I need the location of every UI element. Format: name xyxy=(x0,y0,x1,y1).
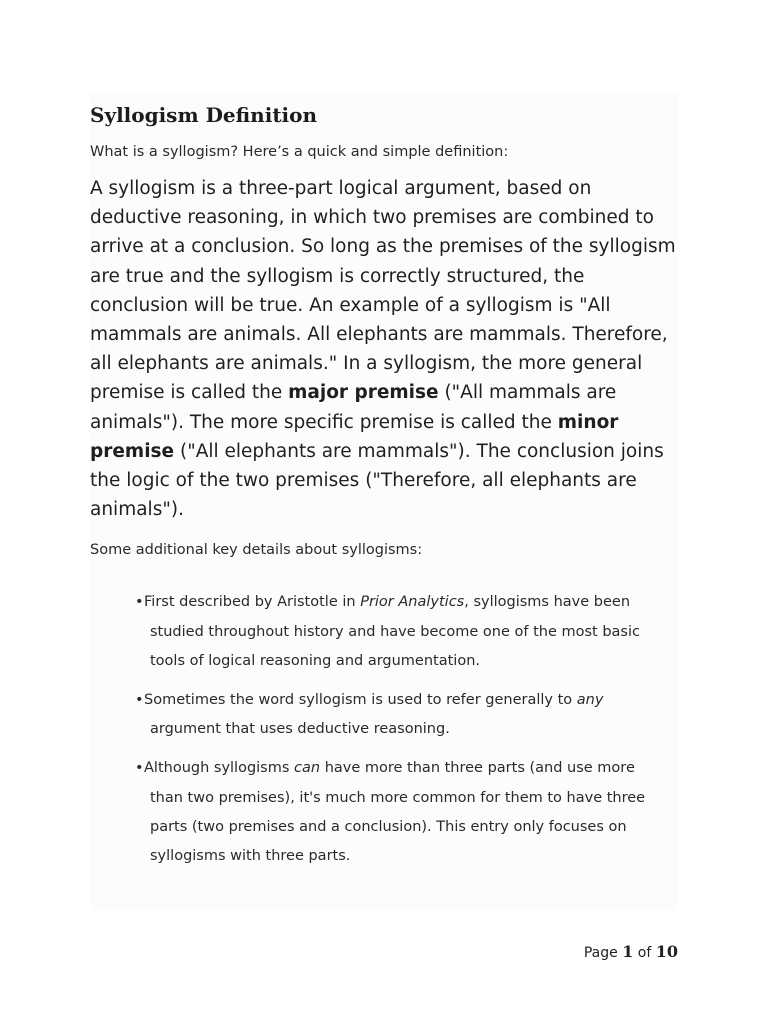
key-details-list xyxy=(90,588,678,871)
bullet-icon: • xyxy=(135,594,144,611)
document-content xyxy=(90,92,678,910)
definition-part-1: A syllogism is a three-part logical argument, based on deductive reasoning, in which two premises are combined to arrive at a conclusion. So long as the premises of the syllogism are true and the syllogism is correctly structured, the conclusion will be true. An example of a syllogism is "All mammals are animals. All elephants are mammals. Therefore, all elephants are animals." In a syllogism, the more general premise is called the xyxy=(90,178,676,404)
list-item-emphasis: any xyxy=(576,692,604,709)
list-item xyxy=(90,588,678,676)
definition-part-3: ("All elephants are mammals"). The conclusion joins the logic of the two premises ("Therefore, all elephants are animals"). xyxy=(90,440,664,521)
page-indicator xyxy=(584,941,678,964)
page-of-label: of xyxy=(637,945,652,961)
bullet-icon: • xyxy=(135,760,144,777)
major-premise-term: major premise xyxy=(288,382,439,404)
list-item-text: , syllogisms have been studied throughout history and have become one of the most basic tools of logical reasoning and argumentation. xyxy=(150,594,640,669)
details-intro: Some additional key details about syllogisms: xyxy=(90,542,423,559)
list-item-text: argument that uses deductive reasoning. xyxy=(150,721,450,738)
article-body xyxy=(90,102,678,881)
list-item xyxy=(90,686,678,744)
list-item-text: First described by Aristotle in xyxy=(144,594,361,611)
list-item-emphasis: can xyxy=(294,760,321,777)
page-label: Page xyxy=(583,945,618,961)
list-item-emphasis: Prior Analytics xyxy=(360,594,465,611)
minor-premise-term: minor premise xyxy=(90,411,619,462)
list-item xyxy=(90,754,678,871)
intro-text: What is a syllogism? Here’s a quick and simple definition: xyxy=(90,144,509,160)
definition-text xyxy=(90,174,678,524)
list-item-text: Sometimes the word syllogism is used to refer generally to xyxy=(144,692,577,709)
total-pages-number: 10 xyxy=(655,942,678,961)
list-item-text: Although syllogisms xyxy=(144,760,295,777)
bullet-icon: • xyxy=(135,692,144,709)
definition-part-2: ("All mammals are animals"). The more specific premise is called the xyxy=(90,382,617,433)
page-title: Syllogism Definition xyxy=(90,103,318,127)
current-page-number: 1 xyxy=(622,942,634,961)
list-item-text: have more than three parts (and use more than two premises), it's much more common for them to have three parts (two premises and a conclusion). This entry only focuses on syllogisms with three parts. xyxy=(150,760,646,865)
